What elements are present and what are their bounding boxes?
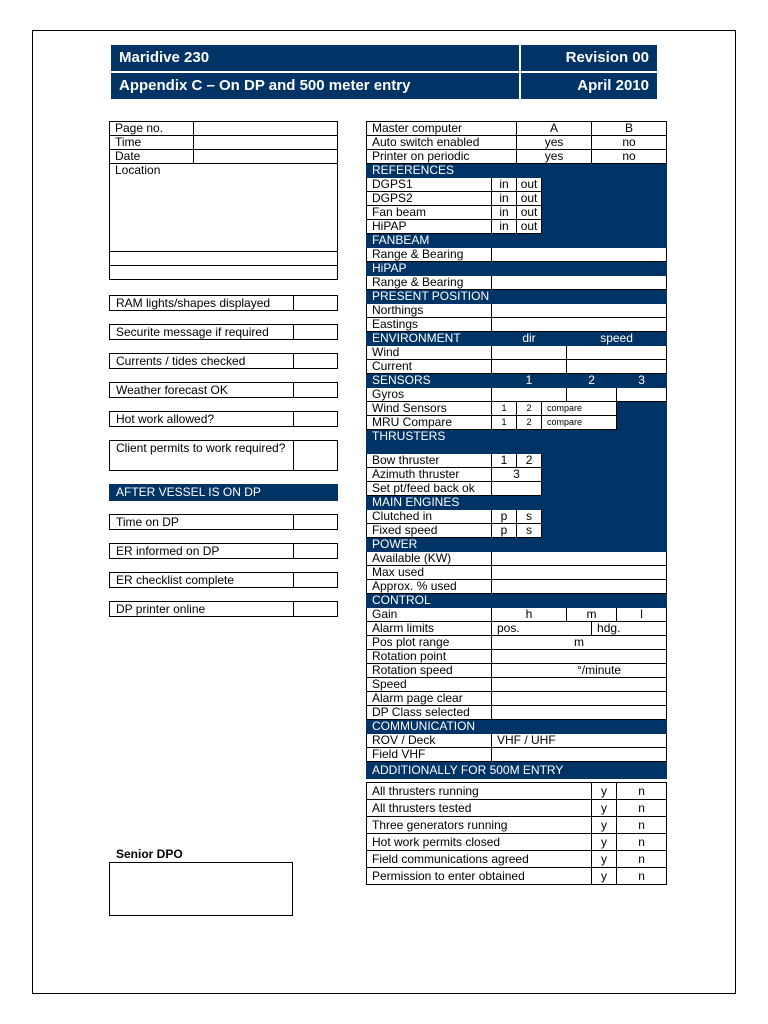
section-environment: ENVIRONMENT dir speed bbox=[367, 332, 667, 346]
blank-row[interactable] bbox=[110, 266, 338, 280]
location-field[interactable] bbox=[110, 164, 338, 252]
row-wind-sensors: Wind Sensors 1 2 compare bbox=[367, 402, 667, 416]
section-references: REFERENCES bbox=[367, 164, 667, 178]
section-sensors: SENSORS 1 2 3 bbox=[367, 374, 667, 388]
location-label: Location bbox=[115, 163, 161, 177]
check-label: RAM lights/shapes displayed bbox=[116, 296, 271, 310]
check-box[interactable] bbox=[293, 295, 338, 311]
row-mru-compare: MRU Compare 1 2 compare bbox=[367, 416, 667, 430]
time-field[interactable] bbox=[194, 136, 338, 150]
check-label: ER checklist complete bbox=[116, 573, 235, 587]
row-printer-periodic: Printer on periodic yes no bbox=[367, 150, 667, 164]
row-approx-used: Approx. % used bbox=[367, 580, 667, 594]
row-entry-item: Permission to enter obtained y n bbox=[367, 868, 667, 885]
blank-row[interactable] bbox=[110, 252, 338, 266]
option-no[interactable]: no bbox=[592, 150, 667, 164]
row-gyros: Gyros bbox=[367, 388, 667, 402]
check-box[interactable] bbox=[293, 324, 338, 340]
value-field[interactable] bbox=[492, 566, 667, 580]
time-label: Time bbox=[110, 136, 194, 150]
value-field[interactable] bbox=[492, 248, 667, 262]
value-field[interactable] bbox=[567, 388, 617, 402]
doc-title: Maridive 230 bbox=[111, 45, 519, 71]
section-thrusters: THRUSTERS bbox=[367, 430, 667, 454]
row-hipap: HiPAP in out bbox=[367, 220, 667, 234]
info-table bbox=[109, 121, 338, 280]
section-control: CONTROL bbox=[367, 594, 667, 608]
row-wind: Wind bbox=[367, 346, 667, 360]
check-box[interactable] bbox=[293, 572, 338, 588]
section-communication: COMMUNICATION bbox=[367, 720, 667, 734]
doc-subtitle: Appendix C – On DP and 500 meter entry bbox=[111, 73, 519, 99]
section-500m-entry: ADDITIONALLY FOR 500M ENTRY bbox=[367, 762, 667, 779]
option-in[interactable]: in bbox=[492, 206, 517, 220]
section-fanbeam: FANBEAM bbox=[367, 234, 667, 248]
row-dgps2: DGPS2 in out bbox=[367, 192, 667, 206]
row-gain: Gain h m l bbox=[367, 608, 667, 622]
value-field[interactable] bbox=[492, 552, 667, 566]
check-label: ER informed on DP bbox=[116, 544, 220, 558]
check-box[interactable] bbox=[293, 601, 338, 617]
option-yes[interactable]: yes bbox=[517, 136, 592, 150]
row-fanbeam-range: Range & Bearing bbox=[367, 248, 667, 262]
value-field[interactable] bbox=[492, 360, 567, 374]
value-field[interactable] bbox=[567, 346, 667, 360]
senior-dpo-label: Senior DPO bbox=[116, 847, 183, 861]
row-clutched-in: Clutched in p s bbox=[367, 510, 667, 524]
row-field-vhf: Field VHF bbox=[367, 748, 667, 762]
section-power: POWER bbox=[367, 538, 667, 552]
row-rov-deck: ROV / Deck VHF / UHF bbox=[367, 734, 667, 748]
row-fixed-speed: Fixed speed p s bbox=[367, 524, 667, 538]
date-label: Date bbox=[110, 150, 194, 164]
option-in[interactable]: in bbox=[492, 220, 517, 234]
value-field[interactable] bbox=[567, 360, 667, 374]
dp-checklist-table bbox=[366, 121, 667, 885]
value-field[interactable] bbox=[492, 706, 667, 720]
check-label: Weather forecast OK bbox=[116, 383, 228, 397]
value-field[interactable] bbox=[492, 580, 667, 594]
row-alarm-page-clear: Alarm page clear bbox=[367, 692, 667, 706]
value-field[interactable] bbox=[492, 482, 542, 496]
check-box[interactable] bbox=[293, 514, 338, 530]
value-field[interactable] bbox=[492, 276, 667, 290]
check-box[interactable] bbox=[293, 353, 338, 369]
page-no-field[interactable] bbox=[194, 122, 338, 136]
row-set-pt: Set pt/feed back ok bbox=[367, 482, 667, 496]
option-out[interactable]: out bbox=[517, 220, 542, 234]
value-field[interactable] bbox=[492, 304, 667, 318]
value-field[interactable] bbox=[492, 692, 667, 706]
row-entry-item: Hot work permits closed y n bbox=[367, 834, 667, 851]
doc-date: April 2010 bbox=[521, 73, 657, 99]
check-box[interactable] bbox=[293, 440, 338, 471]
option-yes[interactable]: yes bbox=[517, 150, 592, 164]
option-in[interactable]: in bbox=[492, 192, 517, 206]
row-dp-class: DP Class selected bbox=[367, 706, 667, 720]
option-in[interactable]: in bbox=[492, 178, 517, 192]
date-field[interactable] bbox=[194, 150, 338, 164]
signature-box[interactable] bbox=[109, 862, 293, 916]
value-field[interactable] bbox=[492, 650, 667, 664]
page-no-label: Page no. bbox=[110, 122, 194, 136]
row-bow-thruster: Bow thruster 1 2 bbox=[367, 454, 667, 468]
value-field[interactable] bbox=[492, 318, 667, 332]
check-box[interactable] bbox=[293, 411, 338, 427]
value-field[interactable] bbox=[492, 678, 667, 692]
value-field[interactable] bbox=[492, 388, 567, 402]
check-label: Hot work allowed? bbox=[116, 412, 215, 426]
section-present-position: PRESENT POSITION bbox=[367, 290, 667, 304]
section-main-engines: MAIN ENGINES bbox=[367, 496, 667, 510]
row-current: Current bbox=[367, 360, 667, 374]
value-field[interactable] bbox=[492, 346, 567, 360]
row-dgps1: DGPS1 in out bbox=[367, 178, 667, 192]
row-northings: Northings bbox=[367, 304, 667, 318]
row-entry-item: Field communications agreed y n bbox=[367, 851, 667, 868]
row-rotation-point: Rotation point bbox=[367, 650, 667, 664]
option-out[interactable]: out bbox=[517, 192, 542, 206]
row-pos-plot-range: Pos plot range m bbox=[367, 636, 667, 650]
row-entry-item: All thrusters tested y n bbox=[367, 800, 667, 817]
check-box[interactable] bbox=[293, 543, 338, 559]
revision-label: Revision 00 bbox=[521, 45, 657, 71]
row-auto-switch: Auto switch enabled yes no bbox=[367, 136, 667, 150]
after-vessel-header: AFTER VESSEL IS ON DP bbox=[109, 484, 338, 501]
row-alarm-limits: Alarm limits pos. hdg. bbox=[367, 622, 667, 636]
row-entry-item: Three generators running y n bbox=[367, 817, 667, 834]
row-fan-beam: Fan beam in out bbox=[367, 206, 667, 220]
row-speed: Speed bbox=[367, 678, 667, 692]
row-entry-item: All thrusters running y n bbox=[367, 783, 667, 800]
value-field[interactable] bbox=[617, 388, 667, 402]
row-hipap-range: Range & Bearing bbox=[367, 276, 667, 290]
check-box[interactable] bbox=[293, 382, 338, 398]
check-label: Time on DP bbox=[116, 515, 179, 529]
option-no[interactable]: no bbox=[592, 136, 667, 150]
row-max-used: Max used bbox=[367, 566, 667, 580]
section-hipap: HiPAP bbox=[367, 262, 667, 276]
option-out[interactable]: out bbox=[517, 206, 542, 220]
option-out[interactable]: out bbox=[517, 178, 542, 192]
row-rotation-speed: Rotation speed °/minute bbox=[367, 664, 667, 678]
row-available-kw: Available (KW) bbox=[367, 552, 667, 566]
check-label: Client permits to work required? bbox=[116, 441, 286, 455]
row-master-computer: Master computer A B bbox=[367, 122, 667, 136]
row-azimuth-thruster: Azimuth thruster 3 bbox=[367, 468, 667, 482]
check-label: Currents / tides checked bbox=[116, 354, 246, 368]
check-label: DP printer online bbox=[116, 602, 206, 616]
value-field[interactable] bbox=[492, 748, 667, 762]
check-label: Securite message if required bbox=[116, 325, 269, 339]
row-eastings: Eastings bbox=[367, 318, 667, 332]
